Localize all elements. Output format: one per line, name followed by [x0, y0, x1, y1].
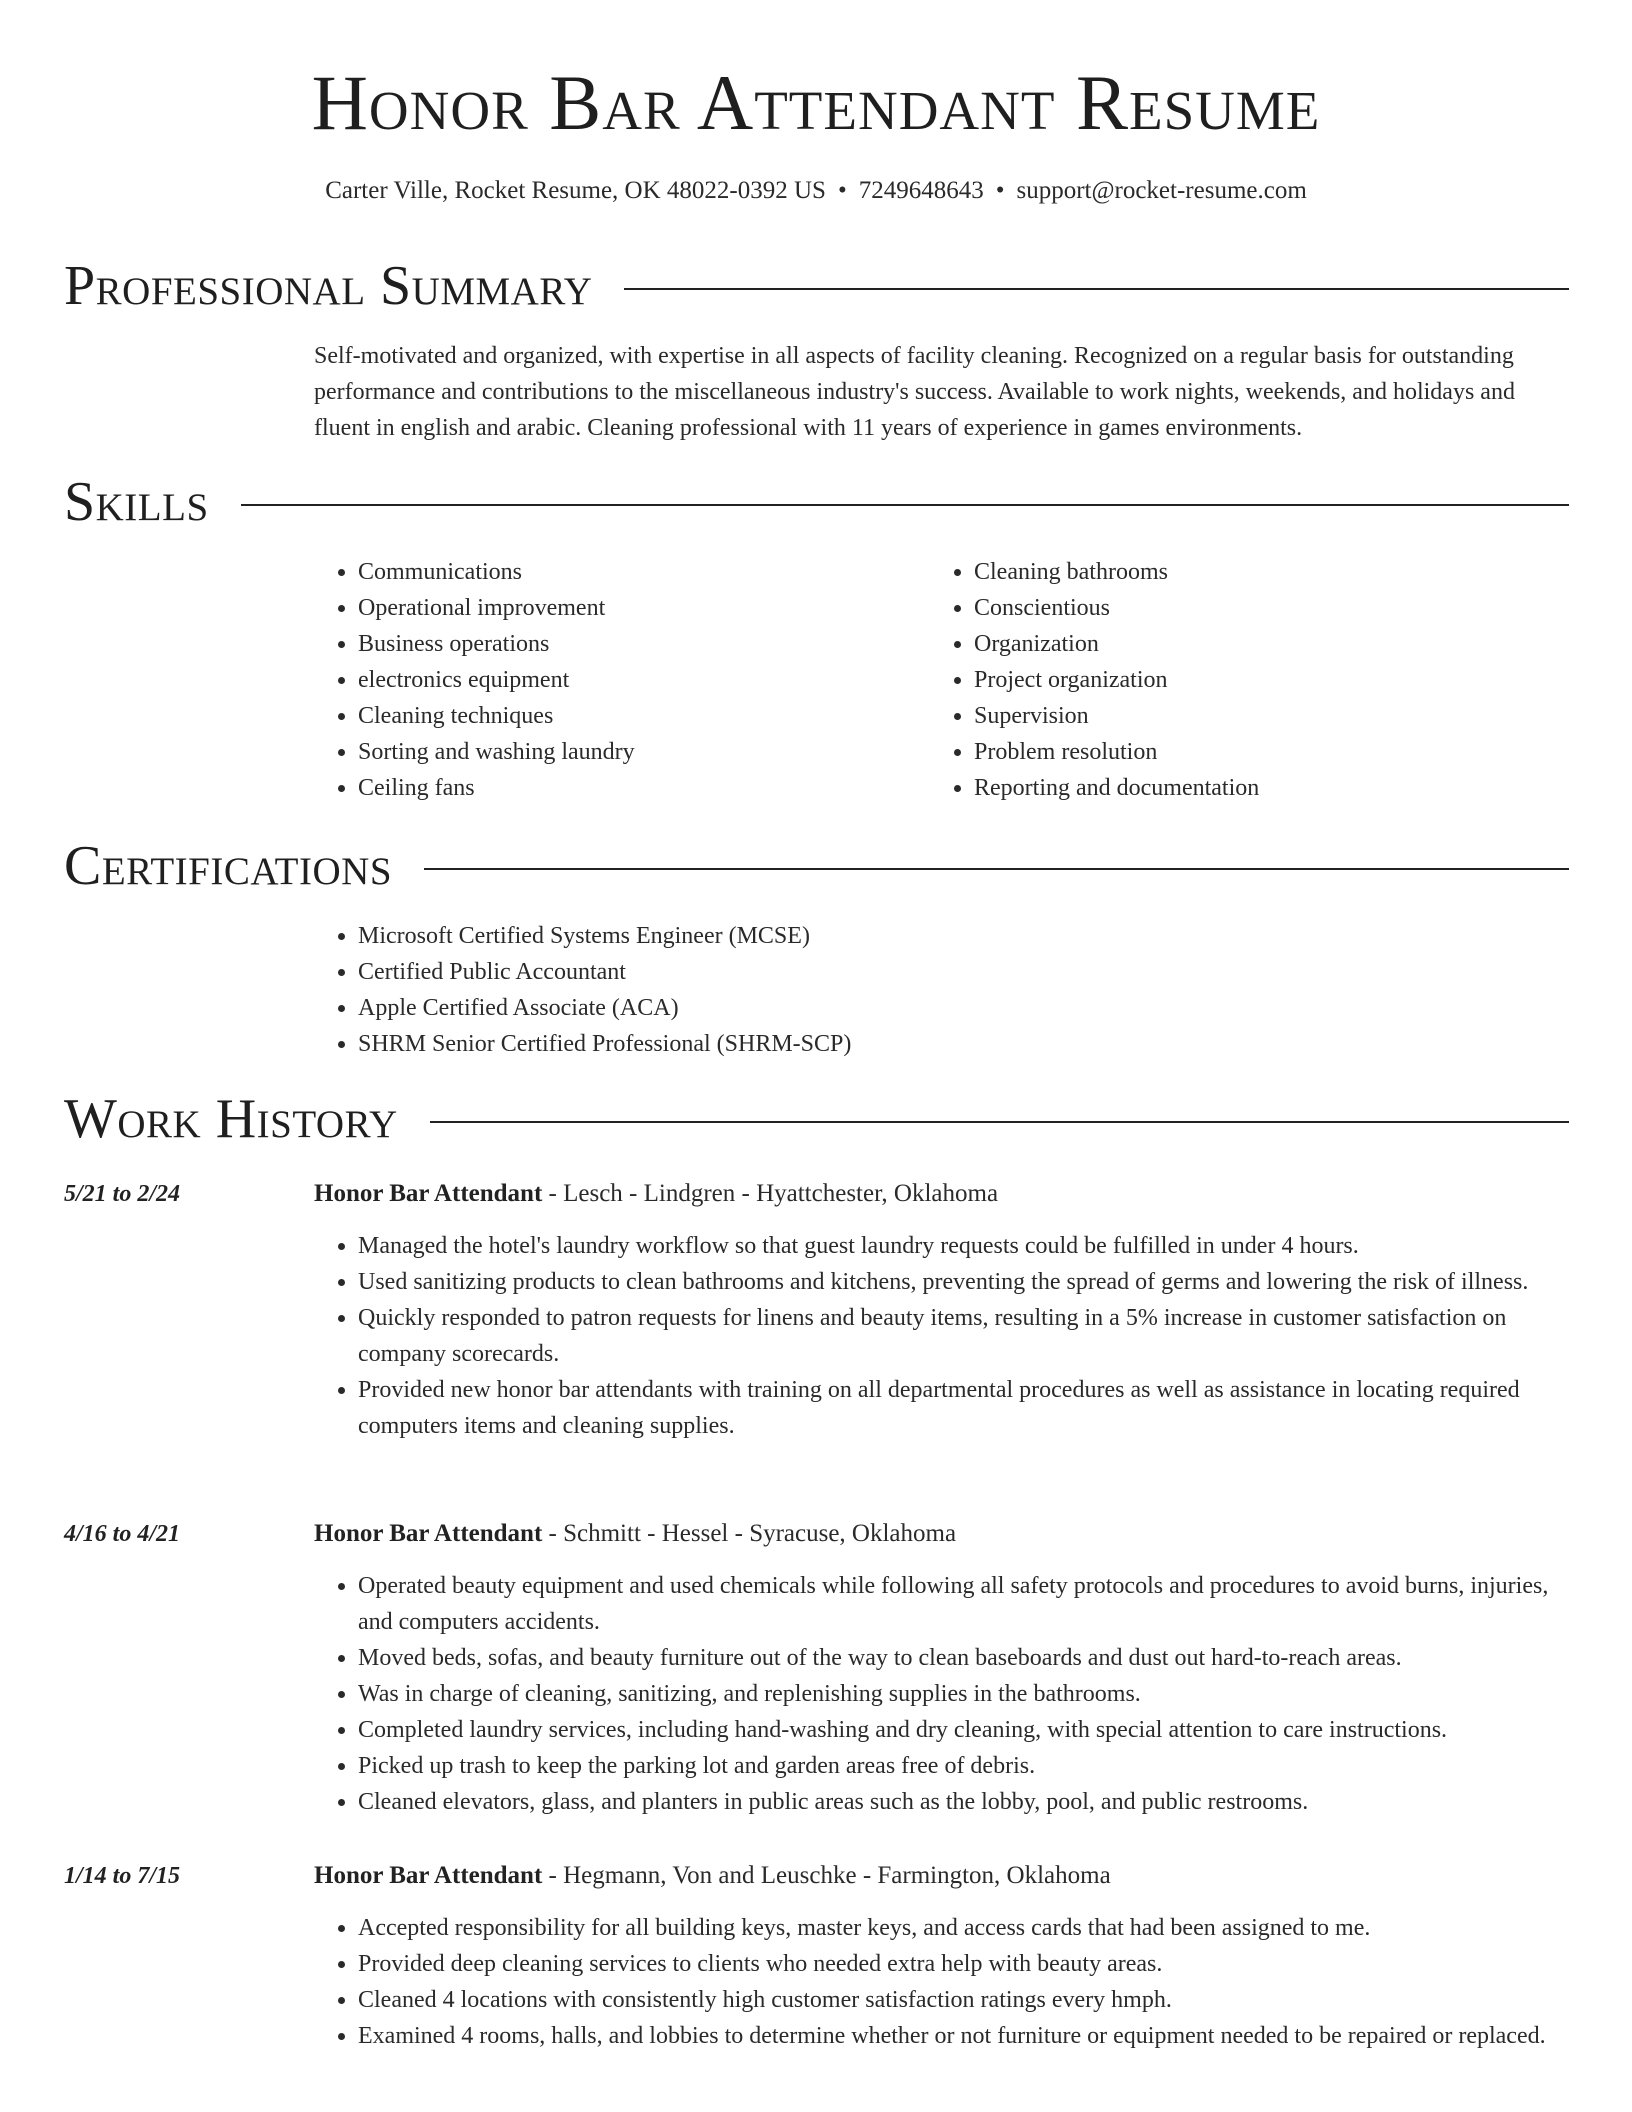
job-duty-item: • Quickly responded to patron requests for linens and beauty items, resulting in a 5% increase in customer satisfaction on company scorecards. — [358, 1300, 1570, 1372]
job-duty-item: • Was in charge of cleaning, sanitizing, and replenishing supplies in the bathrooms. — [358, 1676, 1570, 1712]
job-duty-item: • Examined 4 rooms, halls, and lobbies to determine whether or not furniture or equipment needed to be repaired or replaced. — [358, 2018, 1570, 2054]
skills-list-right — [930, 554, 1530, 806]
skill-item: • Sorting and washing laundry — [358, 734, 894, 770]
skill-item: • Project organization — [974, 662, 1530, 698]
contact-separator: • — [995, 177, 1005, 204]
job-duties-list — [314, 1228, 1570, 1444]
section-divider — [624, 288, 1569, 290]
job-duty-item: • Provided deep cleaning services to clients who needed extra help with beauty areas. — [358, 1946, 1570, 1982]
contact-email: support@rocket-resume.com — [1016, 177, 1307, 204]
skill-item: • Supervision — [974, 698, 1530, 734]
section-divider — [424, 868, 1569, 870]
job-duties-list — [314, 1910, 1570, 2054]
job-duty-item: • Cleaned elevators, glass, and planters in public areas such as the lobby, pool, and public restrooms. — [358, 1784, 1570, 1820]
job-duty-item: • Accepted responsibility for all building keys, master keys, and access cards that had been assigned to me. — [358, 1910, 1570, 1946]
skills-column-left — [314, 554, 894, 806]
job-duty-item: • Managed the hotel's laundry workflow so that guest laundry requests could be fulfilled in under 4 hours. — [358, 1228, 1570, 1264]
contact-separator: • — [837, 177, 847, 204]
job-duty-item: • Moved beds, sofas, and beauty furniture out of the way to clean baseboards and dust out hard-to-reach areas. — [358, 1640, 1570, 1676]
job-heading — [314, 1858, 1570, 1894]
resume-title: Honor Bar Attendant Resume — [311, 59, 1321, 146]
certifications-list — [314, 918, 1570, 1062]
job-dates: 4/16 to 4/21 — [64, 1521, 181, 1547]
job-title: Honor Bar Attendant — [314, 1862, 543, 1889]
skill-item: • Problem resolution — [974, 734, 1530, 770]
job-duty-item: • Cleaned 4 locations with consistently high customer satisfaction ratings every hmph. — [358, 1982, 1570, 2018]
certification-item: • Certified Public Accountant — [358, 954, 1570, 990]
section-divider — [430, 1121, 1569, 1123]
work-history-heading: Work History — [64, 1088, 398, 1150]
skill-item: • Cleaning bathrooms — [974, 554, 1530, 590]
skill-item: • Operational improvement — [358, 590, 894, 626]
job-dates: 5/21 to 2/24 — [64, 1181, 181, 1207]
certifications-heading: Certifications — [64, 835, 393, 897]
skill-item: • Business operations — [358, 626, 894, 662]
job-employer-location: - Lesch - Lindgren - Hyattchester, Oklahoma — [542, 1180, 999, 1207]
certifications-block — [314, 918, 1570, 1062]
job-employer-location: - Hegmann, Von and Leuschke - Farmington, Oklahoma — [542, 1862, 1111, 1889]
skills-list-left — [314, 554, 894, 806]
job-duty-item: • Picked up trash to keep the parking lot and garden areas free of debris. — [358, 1748, 1570, 1784]
skill-item: • Organization — [974, 626, 1530, 662]
section-divider — [241, 504, 1569, 506]
job-title: Honor Bar Attendant — [314, 1520, 543, 1547]
job-duty-item: • Used sanitizing products to clean bathrooms and kitchens, preventing the spread of germs and lowering the risk of illness. — [358, 1264, 1570, 1300]
certification-item: • Microsoft Certified Systems Engineer (MCSE) — [358, 918, 1570, 954]
job-dates: 1/14 to 7/15 — [64, 1863, 181, 1889]
summary-heading: Professional Summary — [64, 255, 593, 317]
job-duties — [314, 1568, 1570, 1820]
job-employer-location: - Schmitt - Hessel - Syracuse, Oklahoma — [542, 1520, 957, 1547]
skill-item: • Communications — [358, 554, 894, 590]
skill-item: • Reporting and documentation — [974, 770, 1530, 806]
contact-address: Carter Ville, Rocket Resume, OK 48022-0392 US — [325, 177, 826, 204]
contact-phone: 7249648643 — [858, 177, 984, 204]
summary-text: Self-motivated and organized, with expertise in all aspects of facility cleaning. Recognized on a regular basis for outstanding performance and contributions to the miscellaneous industry's success. Available to work nights, weekends, and holidays and fluent in english and arabic. Cleaning professional with 11 years of experience in games environments. — [314, 343, 1515, 441]
summary-section-header — [64, 254, 1569, 318]
skill-item: • Cleaning techniques — [358, 698, 894, 734]
job-title: Honor Bar Attendant — [314, 1180, 543, 1207]
contact-line — [0, 174, 1632, 208]
skill-item: • electronics equipment — [358, 662, 894, 698]
job-heading — [314, 1516, 1570, 1552]
job-duty-item: • Completed laundry services, including hand-washing and dry cleaning, with special attention to care instructions. — [358, 1712, 1570, 1748]
job-duty-item: • Operated beauty equipment and used chemicals while following all safety protocols and procedures to avoid burns, injuries, and computers accidents. — [358, 1568, 1570, 1640]
job-duty-item: • Provided new honor bar attendants with training on all departmental procedures as well as assistance in locating required computers items and cleaning supplies. — [358, 1372, 1570, 1444]
job-duties — [314, 1910, 1570, 2054]
skills-heading: Skills — [64, 471, 209, 533]
job-duties-list — [314, 1568, 1570, 1820]
skill-item: • Conscientious — [974, 590, 1530, 626]
work-history-section-header — [64, 1087, 1569, 1151]
certification-item: • Apple Certified Associate (ACA) — [358, 990, 1570, 1026]
certification-item: • SHRM Senior Certified Professional (SHRM-SCP) — [358, 1026, 1570, 1062]
skills-section-header — [64, 470, 1569, 534]
certifications-section-header — [64, 834, 1569, 898]
skill-item: • Ceiling fans — [358, 770, 894, 806]
job-duties — [314, 1228, 1570, 1444]
skills-column-right — [930, 554, 1530, 806]
job-heading — [314, 1176, 1570, 1212]
